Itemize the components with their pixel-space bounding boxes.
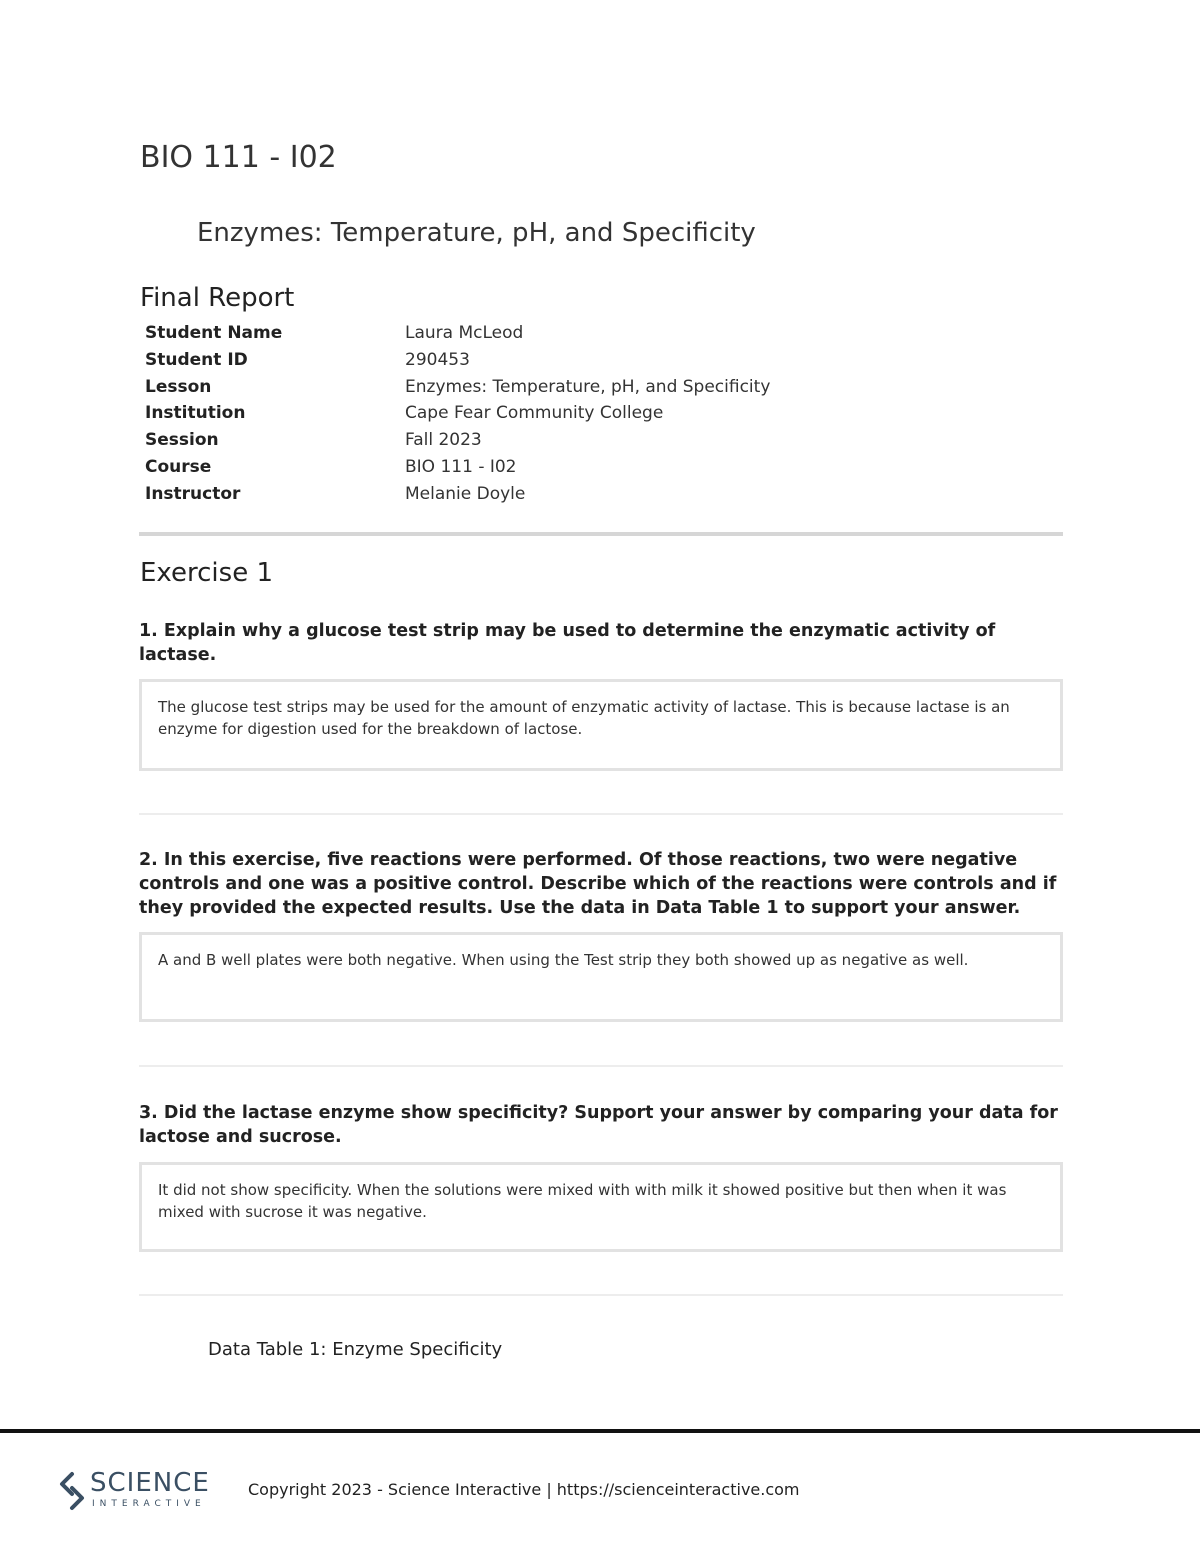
info-value: Enzymes: Temperature, pH, and Specificity: [405, 376, 771, 397]
data-table-caption: Data Table 1: Enzyme Specificity: [208, 1339, 503, 1360]
info-value: 290453: [405, 349, 470, 370]
science-interactive-logo: [58, 1468, 218, 1518]
info-label: Student Name: [145, 323, 283, 343]
info-value: Laura McLeod: [405, 323, 524, 343]
question-1: 1. Explain why a glucose test strip may be used to determine the enzymatic activity of lactase.: [139, 621, 996, 665]
question-divider: [139, 1294, 1063, 1296]
footer-divider: [0, 1429, 1200, 1433]
info-value: Melanie Doyle: [405, 483, 526, 504]
info-label: Student ID: [145, 349, 248, 370]
logo-word: SCIENCE: [90, 1468, 210, 1498]
info-value: Fall 2023: [405, 430, 482, 451]
answer-1: The glucose test strips may be used for the amount of enzymatic activity of lactase. This is because lactase is an enzyme for digestion used for the breakdown of lactose.: [158, 698, 1010, 738]
info-row-student-name: [145, 321, 845, 348]
info-row-session: [145, 428, 845, 455]
question-2: 2. In this exercise, five reactions were performed. Of those reactions, two were negative controls and one was a positive control. Describe which of the reactions were controls and if they provided the expected results. Use the data in Data Table 1 to support your answer.: [139, 850, 1057, 918]
info-label: Session: [145, 430, 219, 451]
report-title: Final Report: [140, 283, 295, 313]
info-row-student-id: [145, 348, 845, 375]
question-divider: [139, 1065, 1063, 1067]
lesson-title: Enzymes: Temperature, pH, and Specificity: [197, 218, 756, 248]
info-label: Course: [145, 456, 212, 477]
course-title: BIO 111 - I02: [140, 140, 337, 175]
info-row-instructor: [145, 482, 845, 509]
student-info-table: [145, 321, 845, 509]
question-3: 3. Did the lactase enzyme show specificity? Support your answer by comparing your data for lactose and sucrose.: [139, 1103, 1058, 1147]
section-divider: [139, 532, 1063, 536]
answer-3: It did not show specificity. When the solutions were mixed with with milk it showed positive but then when it was mixed with sucrose it was negative.: [158, 1181, 1007, 1221]
exercise-title: Exercise 1: [140, 558, 273, 588]
logo-sub: INTERACTIVE: [92, 1499, 206, 1509]
answer-box-2: [139, 932, 1063, 1022]
logo-mark-icon: [58, 1471, 86, 1511]
answer-box-1: [139, 679, 1063, 771]
info-label: Institution: [145, 403, 246, 424]
answer-box-3: [139, 1162, 1063, 1252]
info-value: BIO 111 - I02: [405, 456, 517, 477]
info-row-institution: [145, 401, 845, 428]
footer-copyright: Copyright 2023 - Science Interactive | https://scienceinteractive.com: [248, 1480, 800, 1499]
info-label: Instructor: [145, 483, 241, 504]
question-divider: [139, 813, 1063, 815]
info-value: Cape Fear Community College: [405, 403, 664, 424]
answer-2: A and B well plates were both negative. When using the Test strip they both showed up as negative as well.: [158, 951, 969, 969]
info-row-course: [145, 455, 845, 482]
info-label: Lesson: [145, 376, 212, 397]
info-row-lesson: [145, 375, 845, 402]
